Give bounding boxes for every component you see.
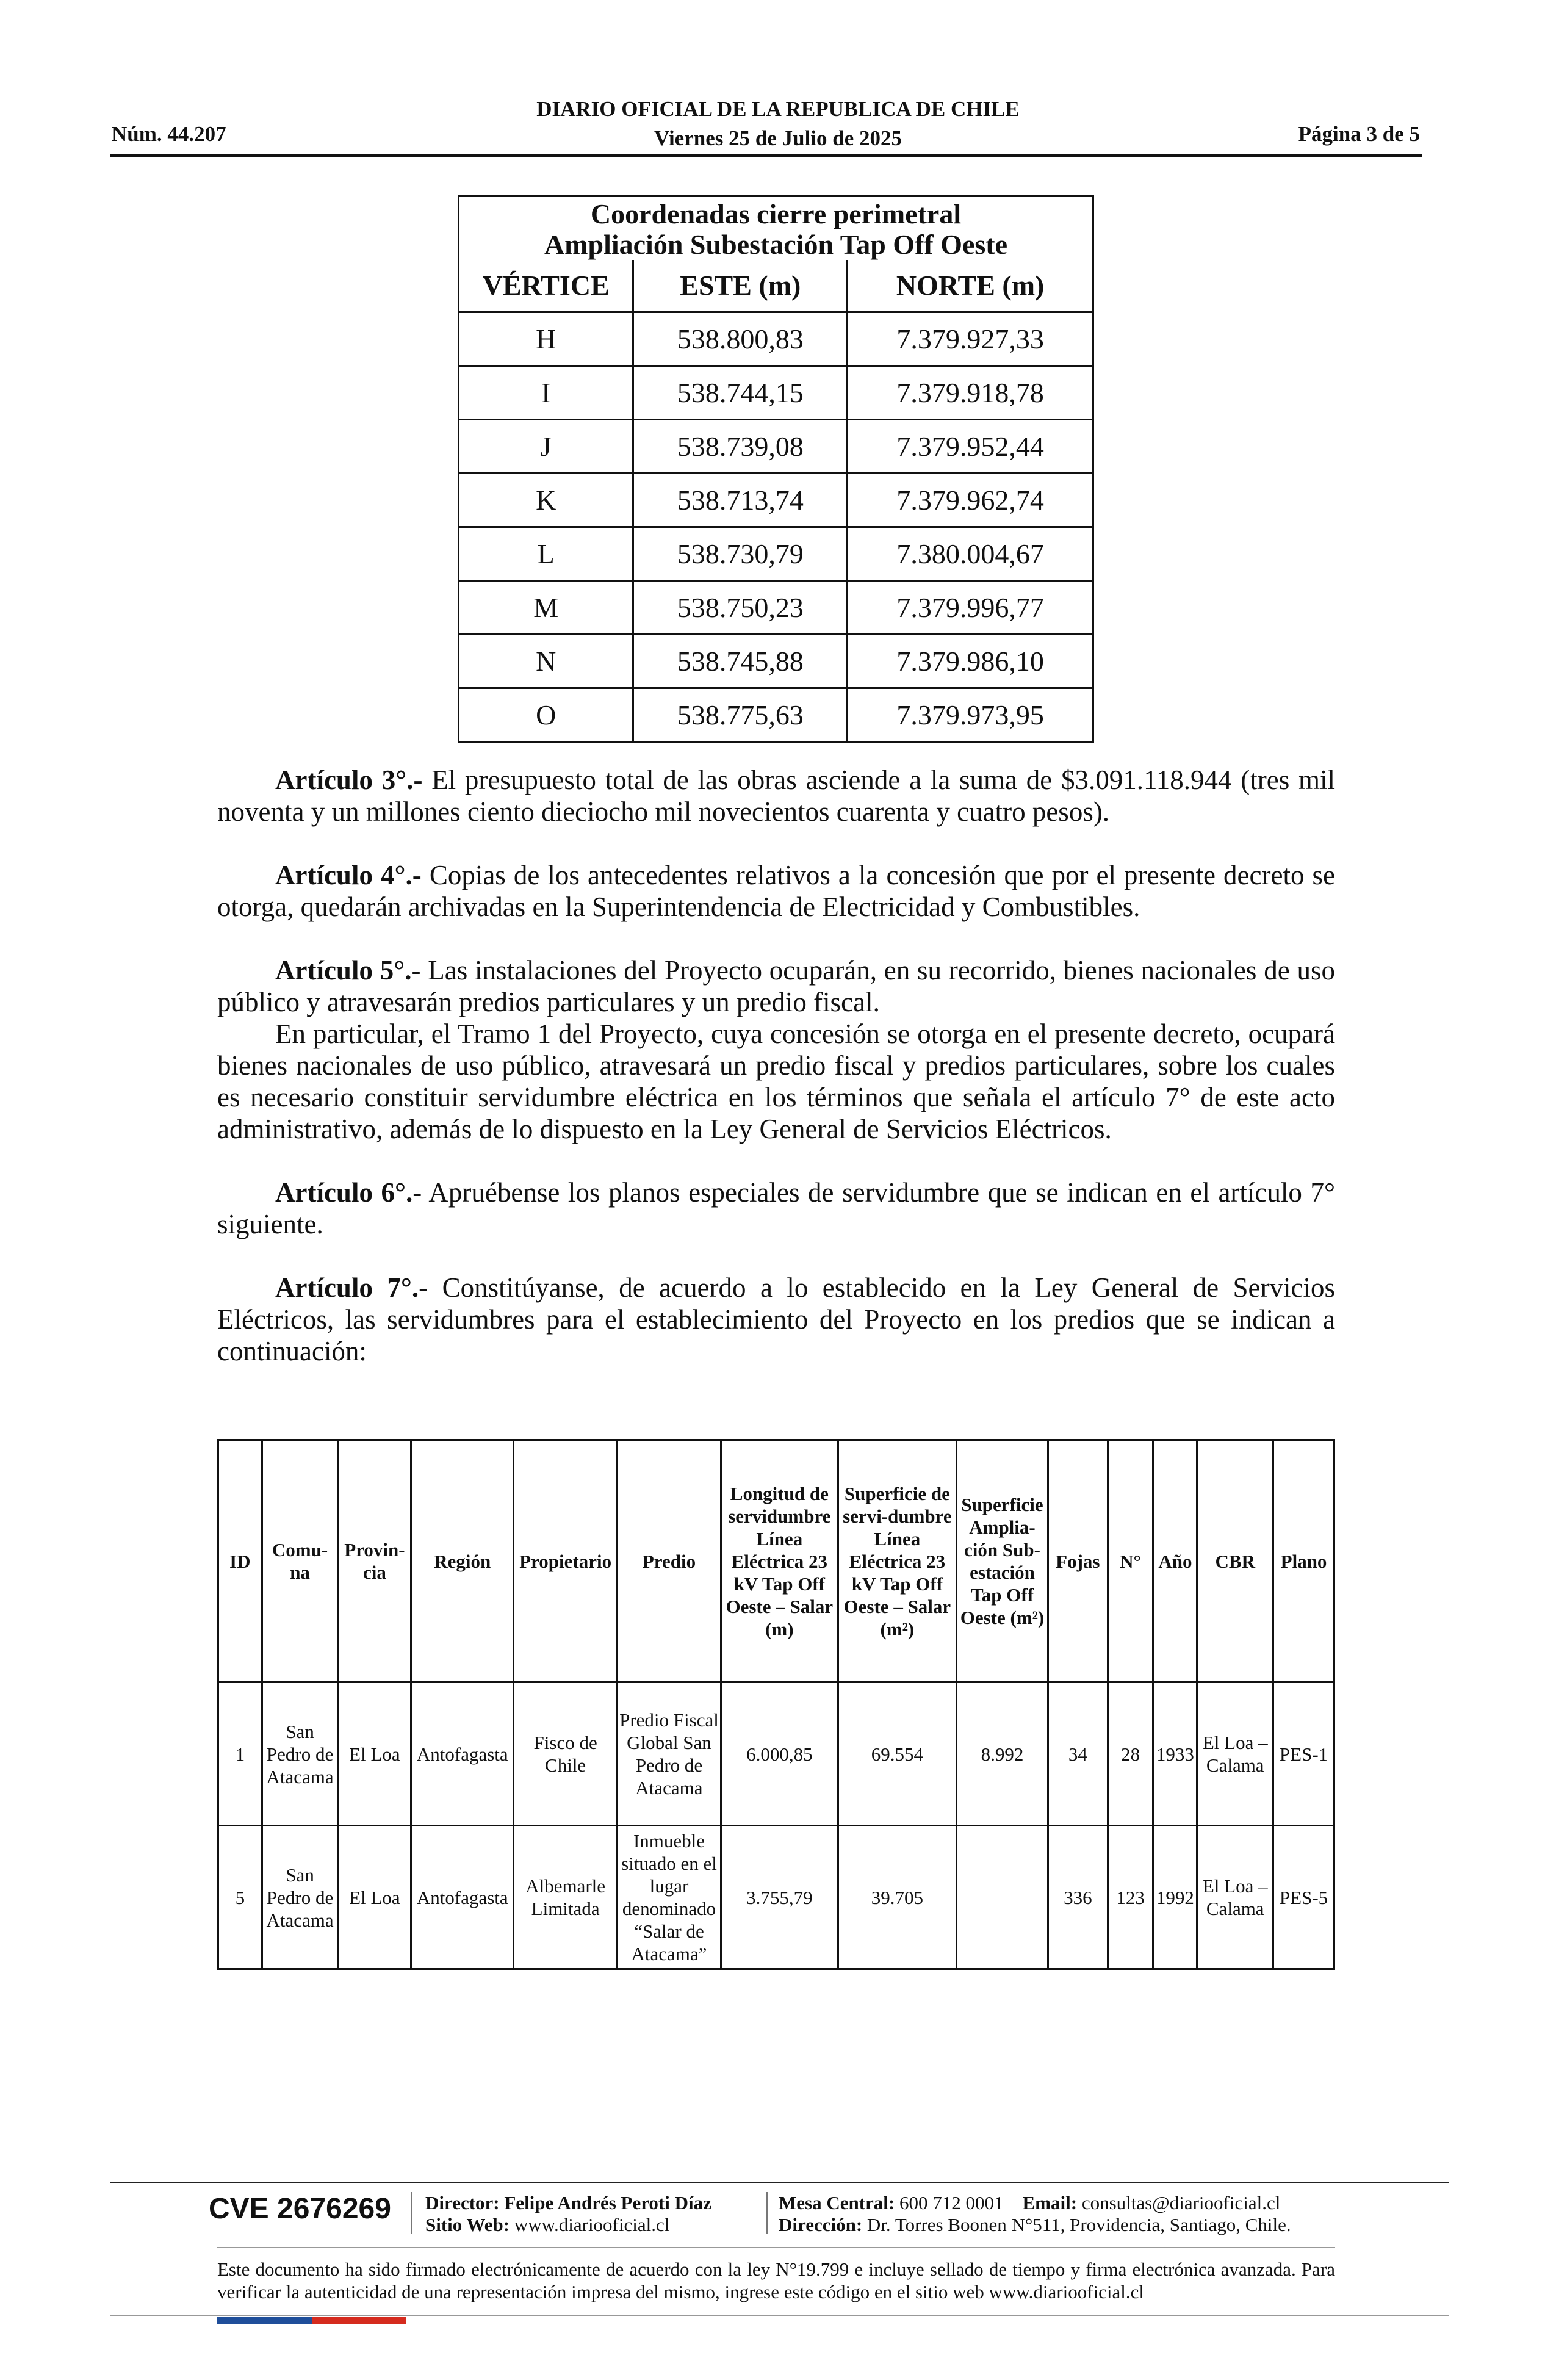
table-cell: PES-5	[1273, 1826, 1334, 1969]
table-row	[459, 527, 1093, 580]
article-7: Artículo 7°.- Constitúyanse, de acuerdo a lo establecido en la Ley General de Servicios Eléctricos, las servidumbres para el establecimiento del Proyecto en los predios que se indican a continuación:	[217, 1272, 1336, 1366]
table-cell: 7.379.952,44	[848, 419, 1093, 473]
footer-separator	[766, 2192, 768, 2234]
issue-number: Núm. 44.207	[112, 122, 226, 146]
table-cell: M	[459, 580, 633, 634]
issue-date: Viernes 25 de Julio de 2025	[654, 126, 902, 150]
footer-contact-block: Mesa Central: 600 712 0001 Email: consultas@diariooficial.cl Dirección: Dr. Torres Boonen N°511, Providencia, Santiago, Chile.	[779, 2192, 1291, 2235]
article-5: Artículo 5°.- Las instalaciones del Proyecto ocuparán, en su recorrido, bienes nacionales de uso público y atravesarán predios particulares y un predio fiscal.	[217, 955, 1335, 1017]
column-header: Región	[411, 1440, 514, 1682]
footer-rule-top	[110, 2182, 1449, 2183]
article-7-label: Artículo 7°.-	[275, 1272, 428, 1303]
coordinates-table	[458, 195, 1094, 743]
table-cell: 7.379.918,78	[848, 366, 1093, 419]
servidumbre-table	[217, 1439, 1335, 1970]
table-cell: N	[459, 634, 633, 688]
table-cell: 123	[1108, 1826, 1153, 1969]
table-cell: 69.554	[838, 1682, 956, 1826]
table-row	[459, 419, 1093, 473]
column-header: Longitud de servidumbre Línea Eléctrica 23 kV Tap Off Oeste – Salar (m)	[721, 1440, 838, 1682]
table-cell: 7.379.986,10	[848, 634, 1093, 688]
table-cell: 3.755,79	[721, 1826, 838, 1969]
article-4: Artículo 4°.- Copias de los antecedentes relativos a la concesión que por el presente decreto se otorga, quedarán archivadas en la Superintendencia de Electricidad y Combustibles.	[217, 860, 1335, 922]
flag-stripe-red	[312, 2317, 406, 2324]
table-cell: 1933	[1153, 1682, 1197, 1826]
table-cell: 7.379.927,33	[848, 312, 1093, 366]
table-cell: Antofagasta	[411, 1826, 514, 1969]
table-cell: 1992	[1153, 1826, 1197, 1969]
table-cell: 7.379.996,77	[848, 580, 1093, 634]
coordinates-table-title: Coordenadas cierre perimetral Ampliación Subestación Tap Off Oeste	[459, 197, 1093, 261]
table-cell	[957, 1826, 1048, 1969]
column-header-este: ESTE (m)	[633, 260, 848, 312]
table-cell: 5	[218, 1826, 262, 1969]
column-header: Año	[1153, 1440, 1197, 1682]
column-header: CBR	[1197, 1440, 1273, 1682]
table-row	[459, 580, 1093, 634]
header-rule	[110, 154, 1422, 157]
column-header: ID	[218, 1440, 262, 1682]
table-cell: O	[459, 688, 633, 741]
table-cell: El Loa	[338, 1826, 411, 1969]
table-cell: El Loa	[338, 1682, 411, 1826]
table-cell: 538.750,23	[633, 580, 848, 634]
column-header: Provin-cia	[338, 1440, 411, 1682]
table-cell: 39.705	[838, 1826, 956, 1969]
table-cell: 538.745,88	[633, 634, 848, 688]
footer-signature-note: Este documento ha sido firmado electrónicamente de acuerdo con la ley N°19.799 e incluye sellado de tiempo y firma electrónica avanzada. Para verificar la autenticidad de una representación impresa del mismo, ingrese este código en el sitio web www.diariooficial.cl	[217, 2259, 1335, 2302]
table-cell: 7.380.004,67	[848, 527, 1093, 580]
table-row	[218, 1826, 1334, 1969]
footer-rule-bottom	[110, 2315, 1449, 2316]
footer-rule-middle	[217, 2247, 1335, 2248]
table-cell: 28	[1108, 1682, 1153, 1826]
table-cell: L	[459, 527, 633, 580]
column-header: Plano	[1273, 1440, 1334, 1682]
articles-body	[217, 764, 1335, 1367]
table-cell: 538.739,08	[633, 419, 848, 473]
table-row	[218, 1682, 1334, 1826]
column-header: Superficie de servi-dumbre Línea Eléctrica 23 kV Tap Off Oeste – Salar (m²)	[838, 1440, 956, 1682]
column-header-vertice: VÉRTICE	[459, 260, 633, 312]
table-cell: San Pedro de Atacama	[262, 1682, 338, 1826]
article-5-paragraph-2: En particular, el Tramo 1 del Proyecto, cuya concesión se otorga en el presente decreto, ocupará bienes nacionales de uso público, atravesará un predio fiscal y predios particulares, sobre los cuales es necesario constituir servidumbre eléctrica en los términos que señala el artículo 7° de este acto administrativo, además de lo dispuesto en la Ley General de Servicios Eléctricos.	[217, 1019, 1335, 1144]
table-cell: San Pedro de Atacama	[262, 1826, 338, 1969]
column-header-norte: NORTE (m)	[848, 260, 1093, 312]
column-header: Superficie Amplia-ción Sub-estación Tap Off Oeste (m²)	[957, 1440, 1048, 1682]
article-3: Artículo 3°.- El presupuesto total de las obras asciende a la suma de $3.091.118.944 (tres mil noventa y un millones ciento dieciocho mil novecientos cuarenta y cuatro pesos).	[217, 765, 1335, 827]
table-cell: El Loa – Calama	[1197, 1826, 1273, 1969]
table-cell: H	[459, 312, 633, 366]
table-cell: Albemarle Limitada	[514, 1826, 618, 1969]
table-cell: Predio Fiscal Global San Pedro de Atacama	[618, 1682, 721, 1826]
table-cell: 538.730,79	[633, 527, 848, 580]
page-number: Página 3 de 5	[1298, 122, 1420, 146]
table-cell: El Loa – Calama	[1197, 1682, 1273, 1826]
director-name: Felipe Andrés Peroti Díaz	[504, 2192, 711, 2213]
footer-email-link[interactable]: consultas@diariooficial.cl	[1081, 2192, 1281, 2213]
flag-stripe-blue	[217, 2317, 312, 2324]
article-4-label: Artículo 4°.-	[275, 860, 422, 890]
newspaper-title: DIARIO OFICIAL DE LA REPUBLICA DE CHILE	[536, 97, 1020, 121]
table-cell: Inmueble situado en el lugar denominado “Salar de Atacama”	[618, 1826, 721, 1969]
table-row	[459, 473, 1093, 527]
cve-code: CVE 2676269	[209, 2193, 391, 2225]
phone-number: 600 712 0001	[899, 2192, 1004, 2213]
table-cell: Antofagasta	[411, 1682, 514, 1826]
footer-separator	[411, 2192, 412, 2234]
article-5-label: Artículo 5°.-	[275, 955, 421, 986]
article-3-label: Artículo 3°.-	[275, 765, 423, 795]
column-header: Fojas	[1048, 1440, 1108, 1682]
table-cell: 336	[1048, 1826, 1108, 1969]
table-cell: 538.775,63	[633, 688, 848, 741]
table-row	[459, 688, 1093, 741]
table-cell: K	[459, 473, 633, 527]
table-cell: PES-1	[1273, 1682, 1334, 1826]
article-6: Artículo 6°.- Apruébense los planos especiales de servidumbre que se indican en el artículo 7° siguiente.	[217, 1177, 1335, 1239]
column-header: N°	[1108, 1440, 1153, 1682]
table-cell: 1	[218, 1682, 262, 1826]
table-cell: 6.000,85	[721, 1682, 838, 1826]
table-cell: 538.713,74	[633, 473, 848, 527]
table-row	[459, 366, 1093, 419]
table-cell: 34	[1048, 1682, 1108, 1826]
table-cell: Fisco de Chile	[514, 1682, 618, 1826]
article-6-label: Artículo 6°.-	[275, 1177, 422, 1208]
footer-director-block: Director: Felipe Andrés Peroti Díaz Sitio Web: www.diariooficial.cl	[425, 2192, 711, 2235]
table-cell: 8.992	[957, 1682, 1048, 1826]
address: Dr. Torres Boonen N°511, Providencia, Santiago, Chile.	[866, 2214, 1291, 2235]
table-row	[459, 634, 1093, 688]
table-cell: 7.379.962,74	[848, 473, 1093, 527]
table-row	[459, 312, 1093, 366]
column-header: Predio	[618, 1440, 721, 1682]
table-cell: 538.800,83	[633, 312, 848, 366]
column-header: Propietario	[514, 1440, 618, 1682]
column-header: Comu-na	[262, 1440, 338, 1682]
table-cell: I	[459, 366, 633, 419]
table-cell: 538.744,15	[633, 366, 848, 419]
table-cell: J	[459, 419, 633, 473]
footer-website-link[interactable]: www.diariooficial.cl	[514, 2214, 670, 2235]
table-cell: 7.379.973,95	[848, 688, 1093, 741]
